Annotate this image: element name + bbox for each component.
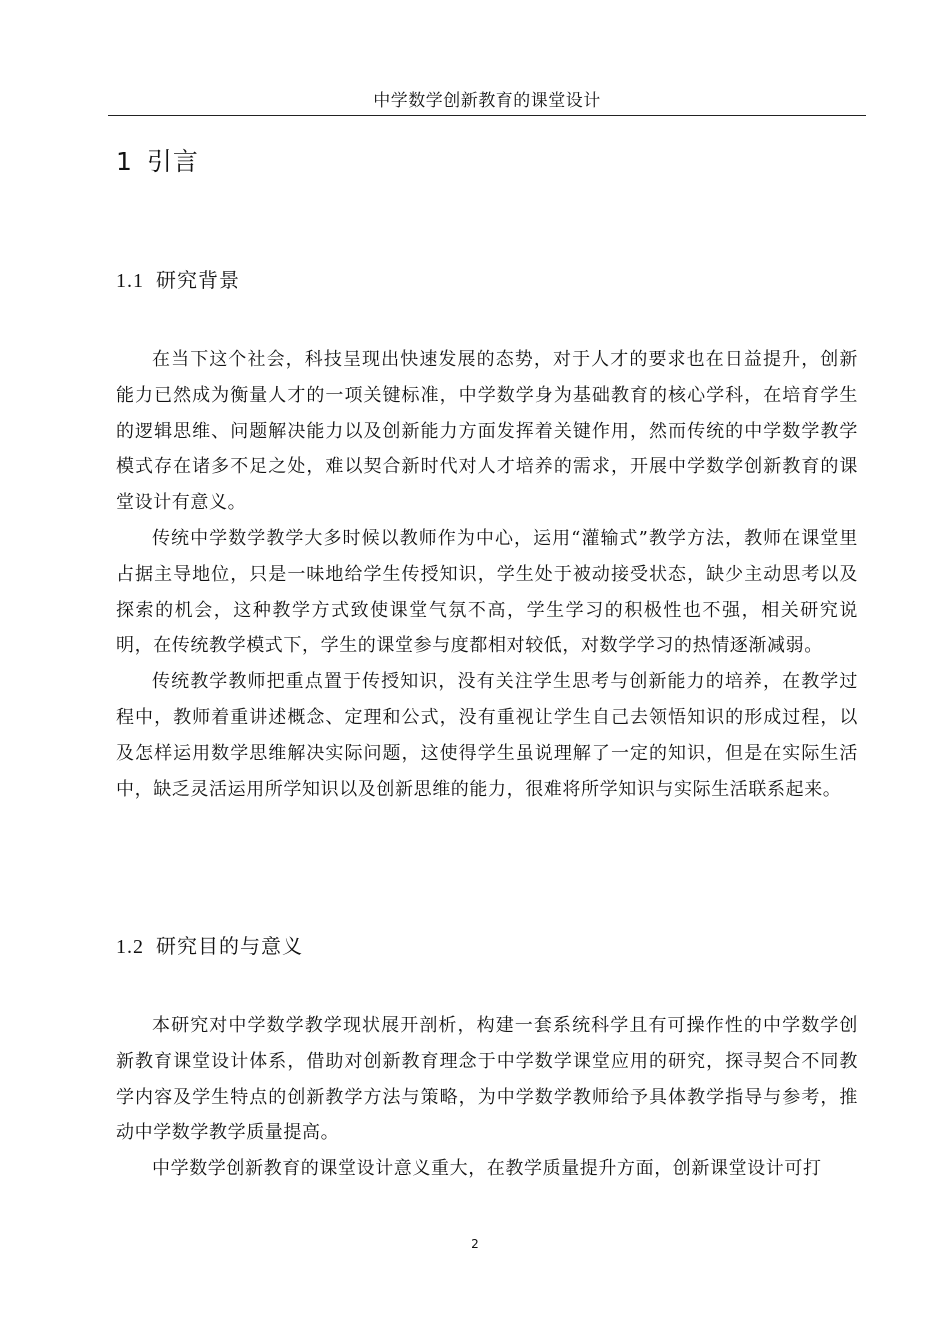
chapter-number: 1: [116, 147, 133, 176]
paragraph: 本研究对中学数学教学现状展开剖析，构建一套系统科学且有可操作性的中学数学创新教育课堂设计体系，借助对创新教育理念于中学数学课堂应用的研究，探寻契合不同教学内容及学生特点的创新教学方法与策略，为中学数学教师给予具体教学指导与参考，推动中学数学教学质量提高。: [116, 1015, 858, 1144]
section-body-1-2: [116, 1008, 858, 1187]
running-header: 中学数学创新教育的课堂设计: [373, 91, 601, 111]
section-heading-1-2: [116, 931, 303, 962]
section-body-1-1: [116, 342, 858, 807]
header-rule: [108, 115, 866, 116]
paragraph: 中学数学创新教育的课堂设计意义重大，在教学质量提升方面，创新课堂设计可打: [152, 1158, 822, 1180]
section-heading-text: 研究背景: [156, 268, 240, 292]
paragraph: 传统中学数学教学大多时候以教师作为中心，运用“灌输式”教学方法，教师在课堂里占据主导地位，只是一味地给学生传授知识，学生处于被动接受状态，缺少主动思考以及探索的机会，这种教学方式致使课堂气氛不高，学生学习的积极性也不强，相关研究说明，在传统教学模式下，学生的课堂参与度都相对较低，对数学学习的热情逐渐减弱。: [116, 527, 858, 657]
section-heading-text: 研究目的与意义: [156, 934, 303, 958]
chapter-heading-text: 引言: [146, 147, 199, 176]
paragraph: 在当下这个社会，科技呈现出快速发展的态势，对于人才的要求也在日益提升，创新能力已然成为衡量人才的一项关键标准，中学数学身为基础教育的核心学科，在培育学生的逻辑思维、问题解决能力以及创新能力方面发挥着关键作用，然而传统的中学数学教学模式存在诸多不足之处，难以契合新时代对人才培养的需求，开展中学数学创新教育的课堂设计有意义。: [116, 349, 858, 514]
chapter-title: [116, 142, 199, 182]
paragraph: 传统教学教师把重点置于传授知识，没有关注学生思考与创新能力的培养，在教学过程中，教师着重讲述概念、定理和公式，没有重视让学生自己去领悟知识的形成过程，以及怎样运用数学思维解决实际问题，这使得学生虽说理解了一定的知识，但是在实际生活中，缺乏灵活运用所学知识以及创新思维的能力，很难将所学知识与实际生活联系起来。: [116, 671, 858, 800]
section-number: 1.2: [116, 936, 144, 958]
section-heading-1-1: [116, 265, 240, 296]
section-number: 1.1: [116, 270, 144, 292]
page-number: 2: [471, 1237, 479, 1251]
